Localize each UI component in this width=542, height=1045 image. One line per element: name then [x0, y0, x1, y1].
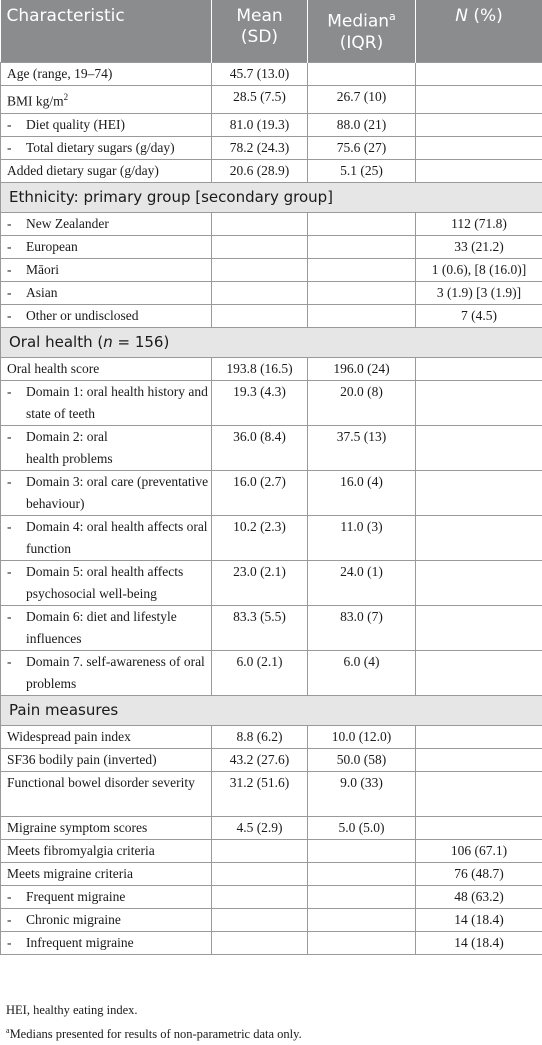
row-label: - Domain 6: diet and lifestyle influences	[1, 605, 212, 650]
mean-cell: 4.5 (2.9)	[212, 816, 308, 839]
row-label: - Frequent migraine	[1, 885, 212, 908]
n-cell	[416, 650, 542, 695]
table-row	[1, 136, 542, 159]
row-label: SF36 bodily pain (inverted)	[1, 748, 212, 771]
n-cell	[416, 515, 542, 560]
median-cell	[308, 304, 416, 327]
n-cell	[416, 380, 542, 425]
section-ethnicity	[1, 182, 542, 212]
n-cell	[416, 63, 542, 86]
median-cell: 11.0 (3)	[308, 515, 416, 560]
median-cell	[308, 908, 416, 931]
mean-cell: 10.2 (2.3)	[212, 515, 308, 560]
n-cell	[416, 136, 542, 159]
mean-cell	[212, 235, 308, 258]
row-label: Added dietary sugar (g/day)	[1, 159, 212, 182]
section-pain-measures	[1, 695, 542, 725]
row-label: - European	[1, 235, 212, 258]
median-cell	[308, 931, 416, 954]
section-oral-health	[1, 327, 542, 357]
table-row	[1, 650, 542, 695]
median-cell: 10.0 (12.0)	[308, 725, 416, 748]
section-title: Oral health (n = 156)	[1, 327, 542, 357]
median-cell: 83.0 (7)	[308, 605, 416, 650]
n-cell	[416, 159, 542, 182]
table-row	[1, 515, 542, 560]
n-cell: 7 (4.5)	[416, 304, 542, 327]
table-row	[1, 560, 542, 605]
header-mean: Mean (SD)	[212, 0, 308, 63]
mean-cell: 6.0 (2.1)	[212, 650, 308, 695]
n-cell	[416, 771, 542, 816]
row-label: - Diet quality (HEI)	[1, 113, 212, 136]
row-label: - Māori	[1, 258, 212, 281]
mean-cell: 31.2 (51.6)	[212, 771, 308, 816]
mean-cell	[212, 281, 308, 304]
mean-cell: 8.8 (6.2)	[212, 725, 308, 748]
row-label: Widespread pain index	[1, 725, 212, 748]
n-cell	[416, 748, 542, 771]
median-cell: 75.6 (27)	[308, 136, 416, 159]
mean-cell: 20.6 (28.9)	[212, 159, 308, 182]
row-label: - Total dietary sugars (g/day)	[1, 136, 212, 159]
mean-cell	[212, 258, 308, 281]
median-cell	[308, 839, 416, 862]
row-label: - Infrequent migraine	[1, 931, 212, 954]
row-label: - Domain 2: oral health problems	[1, 425, 212, 470]
mean-cell	[212, 931, 308, 954]
median-cell: 9.0 (33)	[308, 771, 416, 816]
row-label: Meets migraine criteria	[1, 862, 212, 885]
mean-cell	[212, 908, 308, 931]
n-cell	[416, 86, 542, 114]
median-cell: 50.0 (58)	[308, 748, 416, 771]
table-row	[1, 281, 542, 304]
table-row	[1, 748, 542, 771]
row-label: - Domain 7. self-awareness of oral problems	[1, 650, 212, 695]
n-cell	[416, 113, 542, 136]
row-label: - Other or undisclosed	[1, 304, 212, 327]
footnote-hei: HEI, healthy eating index.	[6, 1003, 138, 1017]
table-row	[1, 885, 542, 908]
n-cell: 3 (1.9) [3 (1.9)]	[416, 281, 542, 304]
row-label: - Domain 1: oral health history and state of teeth	[1, 380, 212, 425]
mean-cell: 16.0 (2.7)	[212, 470, 308, 515]
n-cell: 48 (63.2)	[416, 885, 542, 908]
mean-cell: 83.3 (5.5)	[212, 605, 308, 650]
header-n: N (%)	[416, 0, 542, 63]
table-row	[1, 357, 542, 380]
table-row	[1, 86, 542, 114]
mean-cell: 28.5 (7.5)	[212, 86, 308, 114]
table-row	[1, 839, 542, 862]
mean-cell	[212, 839, 308, 862]
median-cell	[308, 281, 416, 304]
n-cell	[416, 725, 542, 748]
table-row	[1, 304, 542, 327]
median-cell: 196.0 (24)	[308, 357, 416, 380]
mean-cell	[212, 862, 308, 885]
table-row	[1, 235, 542, 258]
table-row	[1, 425, 542, 470]
row-label: - Asian	[1, 281, 212, 304]
median-cell: 88.0 (21)	[308, 113, 416, 136]
row-label: - Chronic migraine	[1, 908, 212, 931]
mean-cell: 45.7 (13.0)	[212, 63, 308, 86]
table-row	[1, 380, 542, 425]
n-cell: 14 (18.4)	[416, 931, 542, 954]
table-row	[1, 258, 542, 281]
median-cell: 26.7 (10)	[308, 86, 416, 114]
row-label: Meets fibromyalgia criteria	[1, 839, 212, 862]
n-cell: 112 (71.8)	[416, 212, 542, 235]
section-title: Ethnicity: primary group [secondary group]	[1, 182, 542, 212]
table-row	[1, 159, 542, 182]
row-label: Migraine symptom scores	[1, 816, 212, 839]
row-label: - Domain 4: oral health affects oral function	[1, 515, 212, 560]
median-cell	[308, 63, 416, 86]
table-row	[1, 931, 542, 954]
median-cell: 5.1 (25)	[308, 159, 416, 182]
table-row	[1, 113, 542, 136]
row-label: Functional bowel disorder severity	[1, 771, 212, 816]
table-row	[1, 63, 542, 86]
row-label: - New Zealander	[1, 212, 212, 235]
median-cell: 20.0 (8)	[308, 380, 416, 425]
row-label: BMI $kg/m^2$	[1, 86, 212, 114]
mean-cell: 36.0 (8.4)	[212, 425, 308, 470]
table-row	[1, 605, 542, 650]
n-cell: 33 (21.2)	[416, 235, 542, 258]
median-cell	[308, 862, 416, 885]
table-row	[1, 862, 542, 885]
n-cell	[416, 816, 542, 839]
median-cell	[308, 235, 416, 258]
n-cell	[416, 425, 542, 470]
median-cell: 24.0 (1)	[308, 560, 416, 605]
n-cell	[416, 605, 542, 650]
mean-cell	[212, 304, 308, 327]
median-cell	[308, 258, 416, 281]
table-row	[1, 725, 542, 748]
table-row	[1, 212, 542, 235]
mean-cell: 193.8 (16.5)	[212, 357, 308, 380]
table-row	[1, 470, 542, 515]
n-cell	[416, 470, 542, 515]
mean-cell	[212, 885, 308, 908]
table-row	[1, 908, 542, 931]
header-characteristic: Characteristic	[1, 0, 212, 63]
n-cell: 76 (48.7)	[416, 862, 542, 885]
median-cell: 37.5 (13)	[308, 425, 416, 470]
mean-cell: 43.2 (27.6)	[212, 748, 308, 771]
n-cell: 14 (18.4)	[416, 908, 542, 931]
section-title: Pain measures	[1, 695, 542, 725]
table-row	[1, 816, 542, 839]
row-label: Oral health score	[1, 357, 212, 380]
median-cell: 5.0 (5.0)	[308, 816, 416, 839]
row-label: - Domain 3: oral care (preventative behaviour)	[1, 470, 212, 515]
table-row	[1, 771, 542, 816]
median-cell	[308, 212, 416, 235]
mean-cell: 19.3 (4.3)	[212, 380, 308, 425]
n-cell	[416, 357, 542, 380]
mean-cell: 81.0 (19.3)	[212, 113, 308, 136]
mean-cell	[212, 212, 308, 235]
n-cell: 106 (67.1)	[416, 839, 542, 862]
mean-cell: 78.2 (24.3)	[212, 136, 308, 159]
median-cell: 16.0 (4)	[308, 470, 416, 515]
median-cell	[308, 885, 416, 908]
row-label: Age (range, 19–74)	[1, 63, 212, 86]
table-header	[1, 0, 542, 63]
row-label: - Domain 5: oral health affects psychosocial well-being	[1, 560, 212, 605]
median-cell: 6.0 (4)	[308, 650, 416, 695]
header-median: Median$^a$ (IQR)	[308, 0, 416, 63]
mean-cell: 23.0 (2.1)	[212, 560, 308, 605]
footnote-median: $^a$Medians presented for results of non-parametric data only.	[6, 1026, 302, 1042]
n-cell	[416, 560, 542, 605]
n-cell: 1 (0.6), [8 (16.0)]	[416, 258, 542, 281]
